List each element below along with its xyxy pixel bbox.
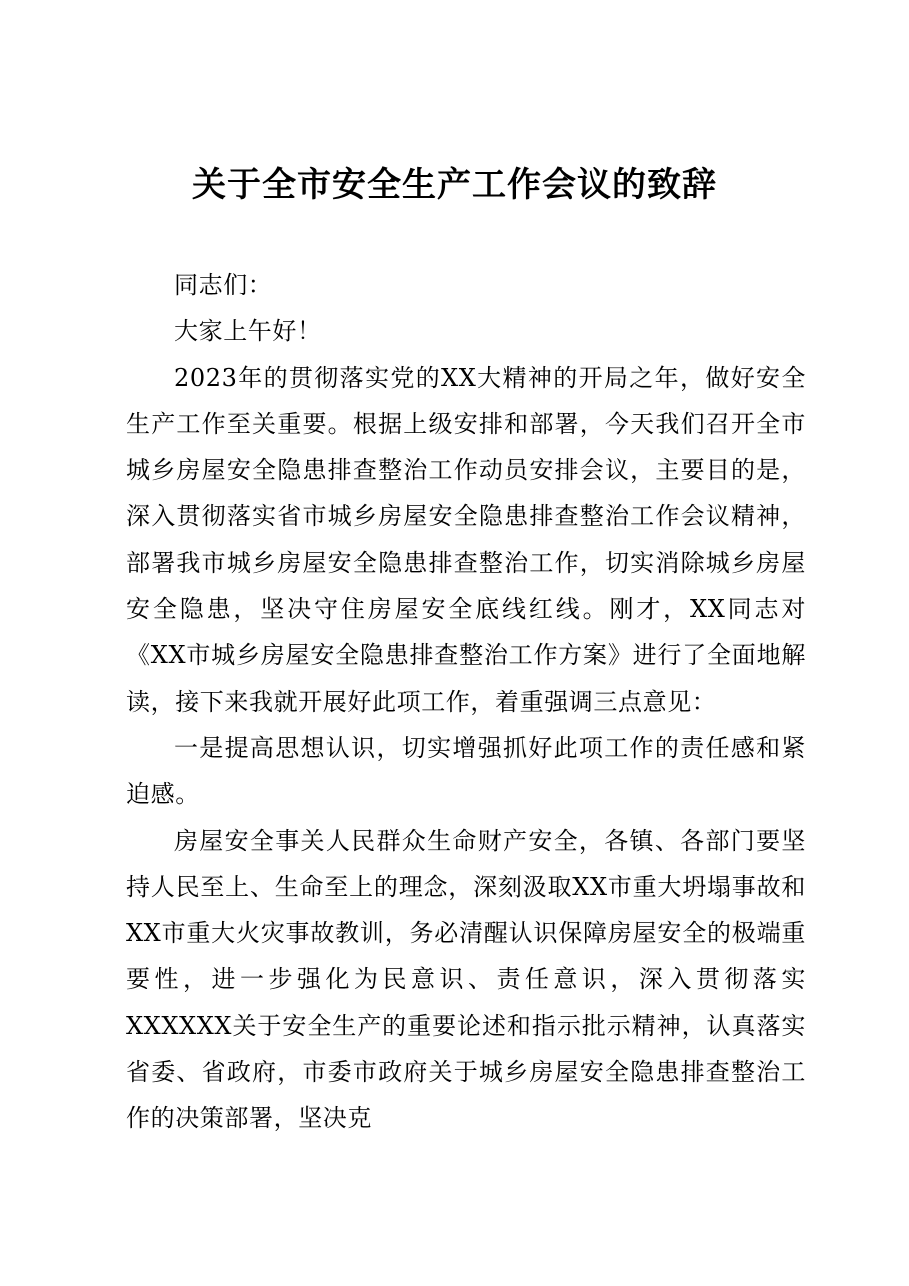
body-paragraph: 房屋安全事关人民群众生命财产安全，各镇、各部门要坚持人民至上、生命至上的理念，深刻汲取XX市重大坍塌事故和XX市重大火灾事故教训，务必清醒认识保障房屋安全的极端重要性，进一步强化为民意识、责任意识，深入贯彻落实XXXXXX关于安全生产的重要论述和指示批示精神，认真落实省委、省政府，市委市政府关于城乡房屋安全隐患排查整治工作的决策部署，坚决克: [126, 826, 806, 1133]
document-body: [126, 262, 806, 1142]
body-paragraph: 2023年的贯彻落实党的XX大精神的开局之年，做好安全生产工作至关重要。根据上级安排和部署，今天我们召开全市城乡房屋安全隐患排查整治工作动员安排会议，主要目的是，深入贯彻落实省市城乡房屋安全隐患排查整治工作会议精神，部署我市城乡房屋安全隐患排查整治工作，切实消除城乡房屋安全隐患，坚决守住房屋安全底线红线。刚才，XX同志对《XX市城乡房屋安全隐患排查整治工作方案》进行了全面地解读，接下来我就开展好此项工作，着重强调三点意见：: [126, 363, 806, 716]
greeting: 大家上午好！: [174, 317, 322, 346]
salutation: 同志们：: [174, 271, 273, 299]
document-title: 关于全市安全生产工作会议的致辞: [192, 165, 717, 205]
section-heading: 一是提高思想认识，切实增强抓好此项工作的责任感和紧迫感。: [126, 733, 806, 809]
